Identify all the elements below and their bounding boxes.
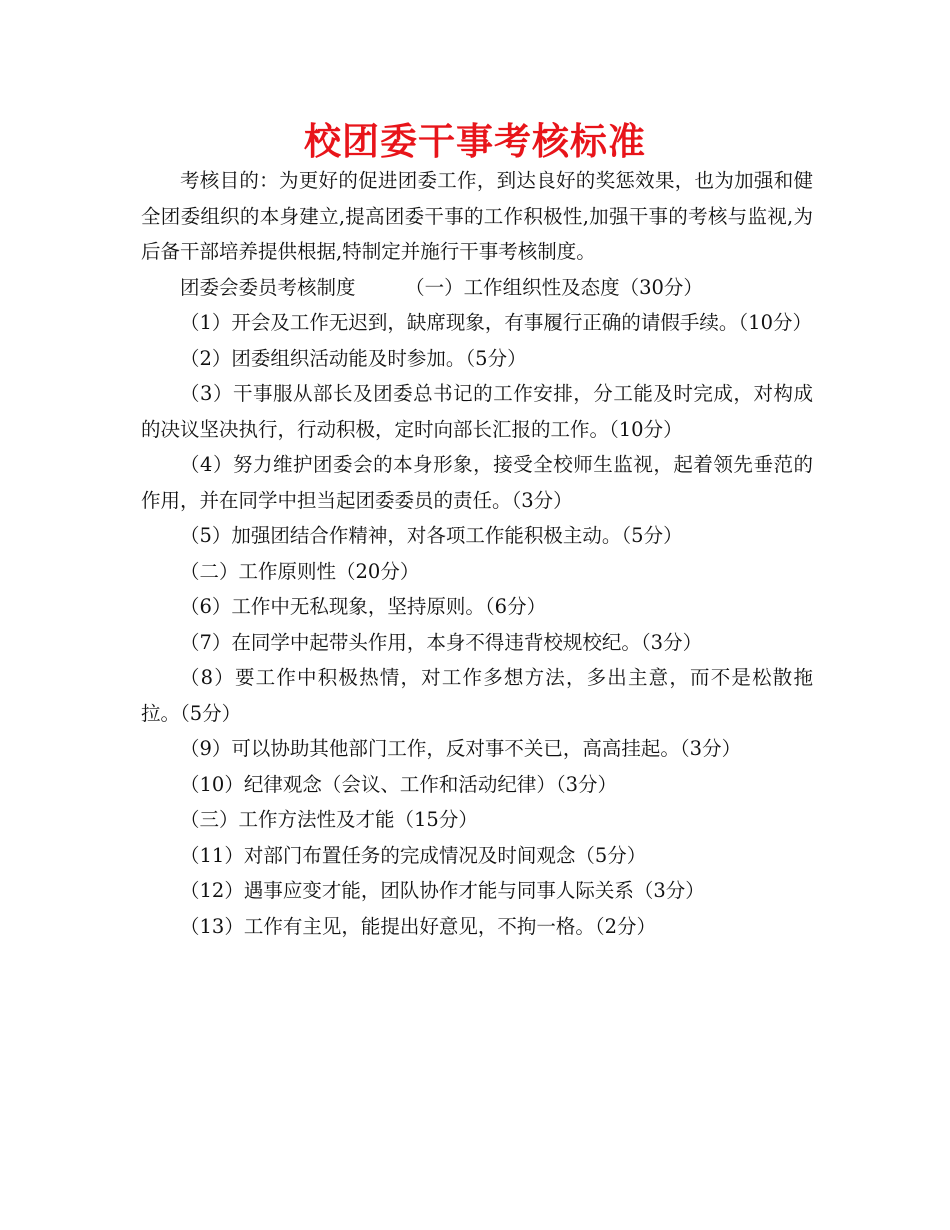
criterion-item: （5）加强团结合作精神，对各项工作能积极主动。（5分） — [180, 524, 683, 547]
intro-paragraph: 考核目的：为更好的促进团委工作，到达良好的奖惩效果，也为加强和健全团委组织的本身建立,提高团委干事的工作积极性,加强干事的考核与监视,为后备干部培养提供根据,特制定并施行干事考核制度。 — [141, 169, 813, 263]
criterion-item: （13）工作有主见，能提出好意见，不拘一格。（2分） — [180, 914, 656, 938]
criterion-item: （2）团委组织活动能及时参加。（5分） — [180, 346, 527, 370]
criterion-item: （12）遇事应变才能，团队协作才能与同事人际关系（3分） — [180, 879, 705, 902]
criterion-item: （10）纪律观念（会议、工作和活动纪律）（3分） — [180, 772, 617, 796]
section-heading-attitude: 团委会委员考核制度 （一）工作组织性及态度（30分） — [180, 275, 703, 299]
criterion-item: （3）干事服从部长及团委总书记的工作安排，分工能及时完成，对构成的决议坚决执行，行动积极，定时向部长汇报的工作。（10分） — [141, 382, 813, 441]
criterion-item: （9）可以协助其他部门工作，反对事不关已，高高挂起。（3分） — [180, 737, 742, 760]
criterion-item: （4）努力维护团委会的本身形象，接受全校师生监视，起着领先垂范的作用，并在同学中担当起团委委员的责任。（3分） — [141, 453, 813, 512]
section-heading-principle: （二）工作原则性（20分） — [180, 559, 420, 583]
criterion-item: （11）对部门布置任务的完成情况及时间观念（5分） — [180, 843, 647, 867]
criterion-item: （1）开会及工作无迟到，缺席现象，有事履行正确的请假手续。（10分） — [180, 311, 812, 334]
document-body — [141, 163, 813, 944]
section-heading-method: （三）工作方法性及才能（15分） — [180, 808, 478, 831]
document-title: 校团委干事考核标准 — [304, 120, 646, 163]
criterion-item: （8）要工作中积极热情，对工作多想方法，多出主意，而不是松散拖拉。（5分） — [141, 666, 813, 725]
criterion-item: （6）工作中无私现象，坚持原则。（6分） — [180, 595, 547, 618]
criterion-item: （7）在同学中起带头作用，本身不得违背校规校纪。（3分） — [180, 630, 703, 654]
